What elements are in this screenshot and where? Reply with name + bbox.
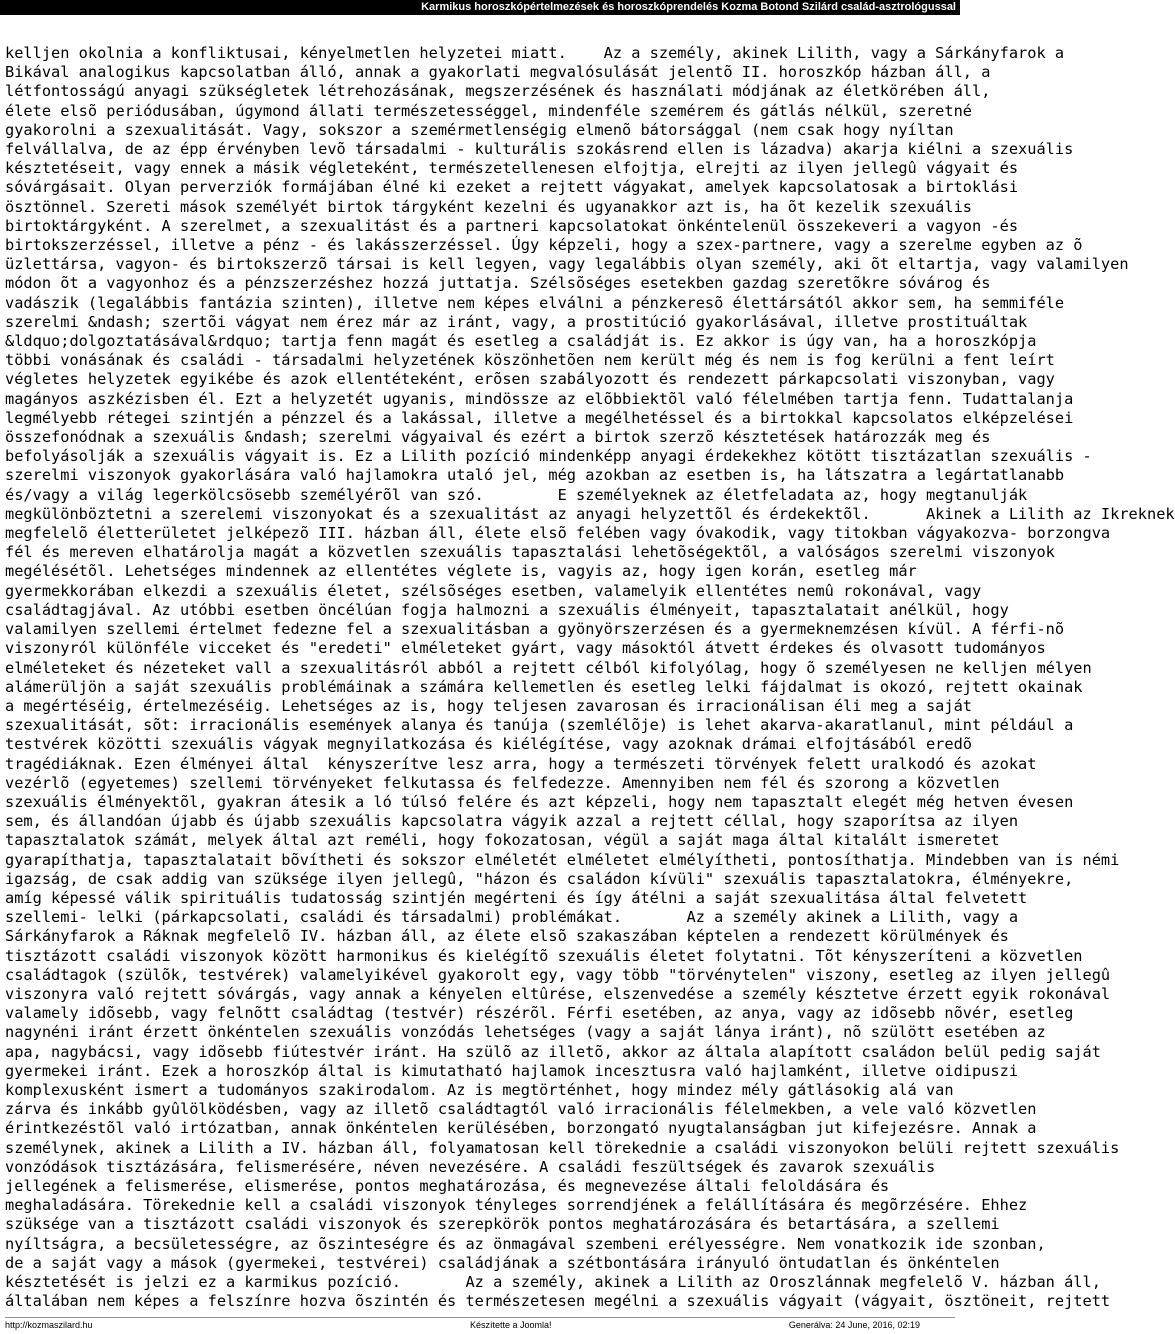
page-footer [5, 1319, 955, 1331]
footer-credit: Készítette a Joomla! [470, 1320, 552, 1330]
footer-divider [5, 1317, 955, 1318]
page-header-bar [0, 0, 960, 15]
footer-site-link[interactable]: http://kozmaszilard.hu [5, 1320, 93, 1330]
page-header-title: Karmikus horoszkópértelmezések és horoszkóprendelés Kozma Botond Szilárd család-asztrológussal [421, 1, 956, 13]
article-body-text: kelljen okolnia a konfliktusai, kényelmetlen helyzetei miatt. Az a személy, akinek Lilith, vagy a Sárkányfarok a Bikával analogikus kapcsolatban álló, annak a gyakorlati megvalósulását jelentõ II. horoszkóp házban áll, a létfontosságú anyagi szükségletek létrehozásának, megszerzésének és használati módjának az életkörében áll, élete elsõ periódusában, úgymond állati természetességgel, mindenféle szemérem és gátlás nélkül, szeretné gyakorolni a szexualitását. Vagy, sokszor a szemérmetlenségig elmenõ bátorsággal (nem csak hogy nyíltan felvállalva, de az épp érvényben levõ társadalmi - kulturális szokásrend ellen is lázadva) akarja kiélni a szexuális késztetéseit, vagy ennek a másik végleteként, természetellenesen elfojtja, elrejti az ilyen jellegû vágyait és sóvárgásait. Olyan perverziók formájában élné ki ezeket a rejtett vágyakat, amelyek kapcsolatosak a birtoklási ösztönnel. Szereti mások személyét birtok tárgyként kezelni és ugyanakkor azt is, ha õt kezelik szexuális birtoktárgyként. A szerelmet, a szexualitást és a partneri kapcsolatokat önkéntelenül összekeveri a vagyon -és birtokszerzéssel, illetve a pénz - és lakásszerzéssel. Úgy képzeli, hogy a szex-partnere, vagy a szerelme egyben az õ üzlettársa, vagyon- és birtokszerzõ társai is kell legyen, vagy legalábbis olyan személy, aki õt eltartja, vagy valamilyen módon õt a vagyonhoz és a pénzszerzéshez hozzá juttatja. Szélsõséges esetekben gazdag szeretõkre sóvárog és vadászik (legalábbis fantázia szinten), illetve nem képes elválni a pénzkeresõ élettársától akkor sem, ha semmiféle szerelmi &ndash; szertõi vágyat nem érez már az iránt, vagy, a prostitúció gyakorlásával, illetve prostituáltak &ldquo;dolgoztatásával&rdquo; tartja fenn magát és esetleg a családját is. Ez akkor is úgy van, ha a horoszkópja többi vonásának és családi - társadalmi helyzetének köszönhetõen nem került még és nem is fog kerülni a fent leírt végletes helyzetek egyikébe és azok ellentéteként, erõsen szabályozott és rendezett párkapcsolati viszonyban, vagy magányos aszkézisben él. Ezt a helyzetét ugyanis, mindössze az elõbbiektõl való félelmében tartja fenn. Tudattalanja legmélyebb rétegei szintjén a pénzzel és a lakással, illetve a megélhetéssel és a birtokkal kapcsolatos elképzelései összefonódnak a szexuális &ndash; szerelmi vágyaival és ezért a birtok szerzõ késztetések határozzák meg és befolyásolják a szexuális vágyait is. Ez a Lilith pozíció mindenképp anyagi érdekekhez kötött tisztázatlan szexuális - szerelmi viszonyok gyakorlására való hajlamokra utaló jel, még azokban az esetben is, ha látszatra a legártatlanabb és/vagy a világ legerkölcsösebb személyérõl van szó. E személyeknek az életfeladata az, hogy megtanulják megkülönböztetni a szerelemi viszonyokat és a szexualitást az anyagi helyzettõl és érdekektõl. Akinek a Lilith az Ikreknek megfelelõ életterületet jelképezõ III. házban áll, élete elsõ felében vagy óvakodik, vagy titokban vágyakozva- borzongva fél és mereven elhatárolja magát a közvetlen szexuális tapasztalási lehetõségektõl, a valóságos szerelmi viszonyok megélésétõl. Lehetséges mindennek az ellentétes véglete is, vagyis az, hogy igen korán, esetleg már gyermekkorában elkezdi a szexuális életet, szélsõséges esetben, valamelyik ellentétes nemû rokonával, vagy családtagjával. Az utóbbi esetben öncélúan fogja halmozni a szexuális élményeit, tapasztalatait anélkül, hogy valamilyen szellemi értelmet fedezne fel a szexualitásban a gyönyörszerzésen és a gyermeknemzésen kívül. A férfi-nõ viszonyról különféle vicceket és "eredeti" elméleteket gyárt, vagy másoktól átvett érdekes és olvasott tudományos elméleteket és nézeteket vall a szexualitásról abból a rejtett célból kifolyólag, hogy õ személyesen ne kelljen mélyen alámerüljön a saját szexuális problémáinak a számára kellemetlen és esetleg lelki fájdalmat is okozó, rejtett okainak a megértéséig, értelmezéséig. Lehetséges az is, hogy teljesen zavarosan és irracionálisan éli meg a saját szexualitását, sõt: irracionális események alanya és tanúja (szemlélõje) is lehet akarva-akaratlanul, mint például a testvérek közötti szexuális vágyak megnyilatkozása és kiélégítése, vagy azoknak drámai elfojtásából eredõ tragédiáknak. Ezen élményei által kényszerítve lesz arra, hogy a természeti törvények felett uralkodó és azokat vezérlõ (egyetemes) szellemi törvényeket felkutassa és felfedezze. Amennyiben nem fél és szorong a közvetlen szexuális élményektõl, gyakran átesik a ló túlsó felére és azt képzeli, hogy nem tapasztalt elegét még hetven évesen sem, és állandóan újabb és újabb szexuális kapcsolatra vágyik azzal a rejtett céllal, hogy szaporítsa az ilyen tapasztalatok számát, melyek által azt reméli, hogy fokozatosan, végül a saját maga által kitalált ismeretet gyarapíthatja, tapasztalatait bõvítheti és sokszor elméletét elméletet elmélyítheti, pontosíthatja. Mindebben van is némi igazság, de csak addig van szüksége ilyen jellegû, "házon és családon kívüli" szexuális tapasztalatokra, élményekre, amíg képessé válik spirituális tudatosság szintjén megérteni és így átélni a saját szexualitása által felvetett szellemi- lelki (párkapcsolati, családi és társadalmi) problémákat. Az a személy akinek a Lilith, vagy a Sárkányfarok a Ráknak megfelelõ IV. házban áll, az élete elsõ szakaszában képtelen a rendezett körülmények és tisztázott családi viszonyok között harmonikus és kielégítõ szexuális életet folytatni. Tõt kényszeríteni a közvetlen családtagok (szülõk, testvérek) valamelyikével gyakorolt egy, vagy több "törvénytelen" viszony, esetleg az ilyen jellegû viszonyra való rejtett sóvárgás, vagy annak a kényelen eltûrése, elszenvedése a személy késztetve érzett egyik rokonával valamely idõsebb, vagy felnõtt családtag (testvér) részérõl. Férfi esetében, az anya, vagy az idõsebb nõvér, esetleg nagynéni iránt érzett önkéntelen szexuális vonzódás lehetséges (vagy a saját lánya iránt), nõ szülött esetében az apa, nagybácsi, vagy idõsebb fiútestvér iránt. Ha szülõ az illetõ, akkor az általa alapított családon belül pedig saját gyermekei iránt. Ezek a horoszkóp által is kimutatható hajlamok incesztusra való hajlamként, illetve oidipuszi komplexusként ismert a tudományos szakirodalom. Az is megtörténhet, hogy mindez mély gátlásokig alá van zárva és inkább gyûlölködésben, vagy az illetõ családtagtól való irracionális félelmekben, a vele való közvetlen érintkezéstõl való irtózatban, annak önkéntelen kerülésében, borzongató nyugtalanságban jut kifejezésre. Annak a személynek, akinek a Lilith a IV. házban áll, folyamatosan kell törekednie a családi viszonyokon belüli rejtett szexuális vonzódások tisztázására, felismerésére, néven nevezésére. A családi feszültségek és zavarok szexuális jellegének a felismerése, elismerése, pontos meghatározása, és megnevezése általi feloldására és meghaladására. Törekednie kell a családi viszonyok tényleges sorrendjének a felállítására és megõrzésére. Ehhez szüksége van a tisztázott családi viszonyok és szerepkörök pontos meghatározására és betartására, a szellemi nyíltságra, a becsületességre, az õszinteségre és az önmagával szembeni erélyességre. Nem vonatkozik ide szonban, de a saját vagy a mások (gyermekei, testvérei) családjának a szétbontására irányuló öntudatlan és önkéntelen késztetését is jelzi ez a karmikus pozíció. Az a személy, akinek a Lilith az Oroszlánnak megfelelõ V. házban áll, általában nem képes a felszínre hozva õszintén és természetesen megélni a szexuális vágyait (vágyait, ösztöneit, rejtett [5, 44, 1175, 1311]
footer-generated-date: Generálva: 24 June, 2016, 02:19 [788, 1320, 920, 1330]
